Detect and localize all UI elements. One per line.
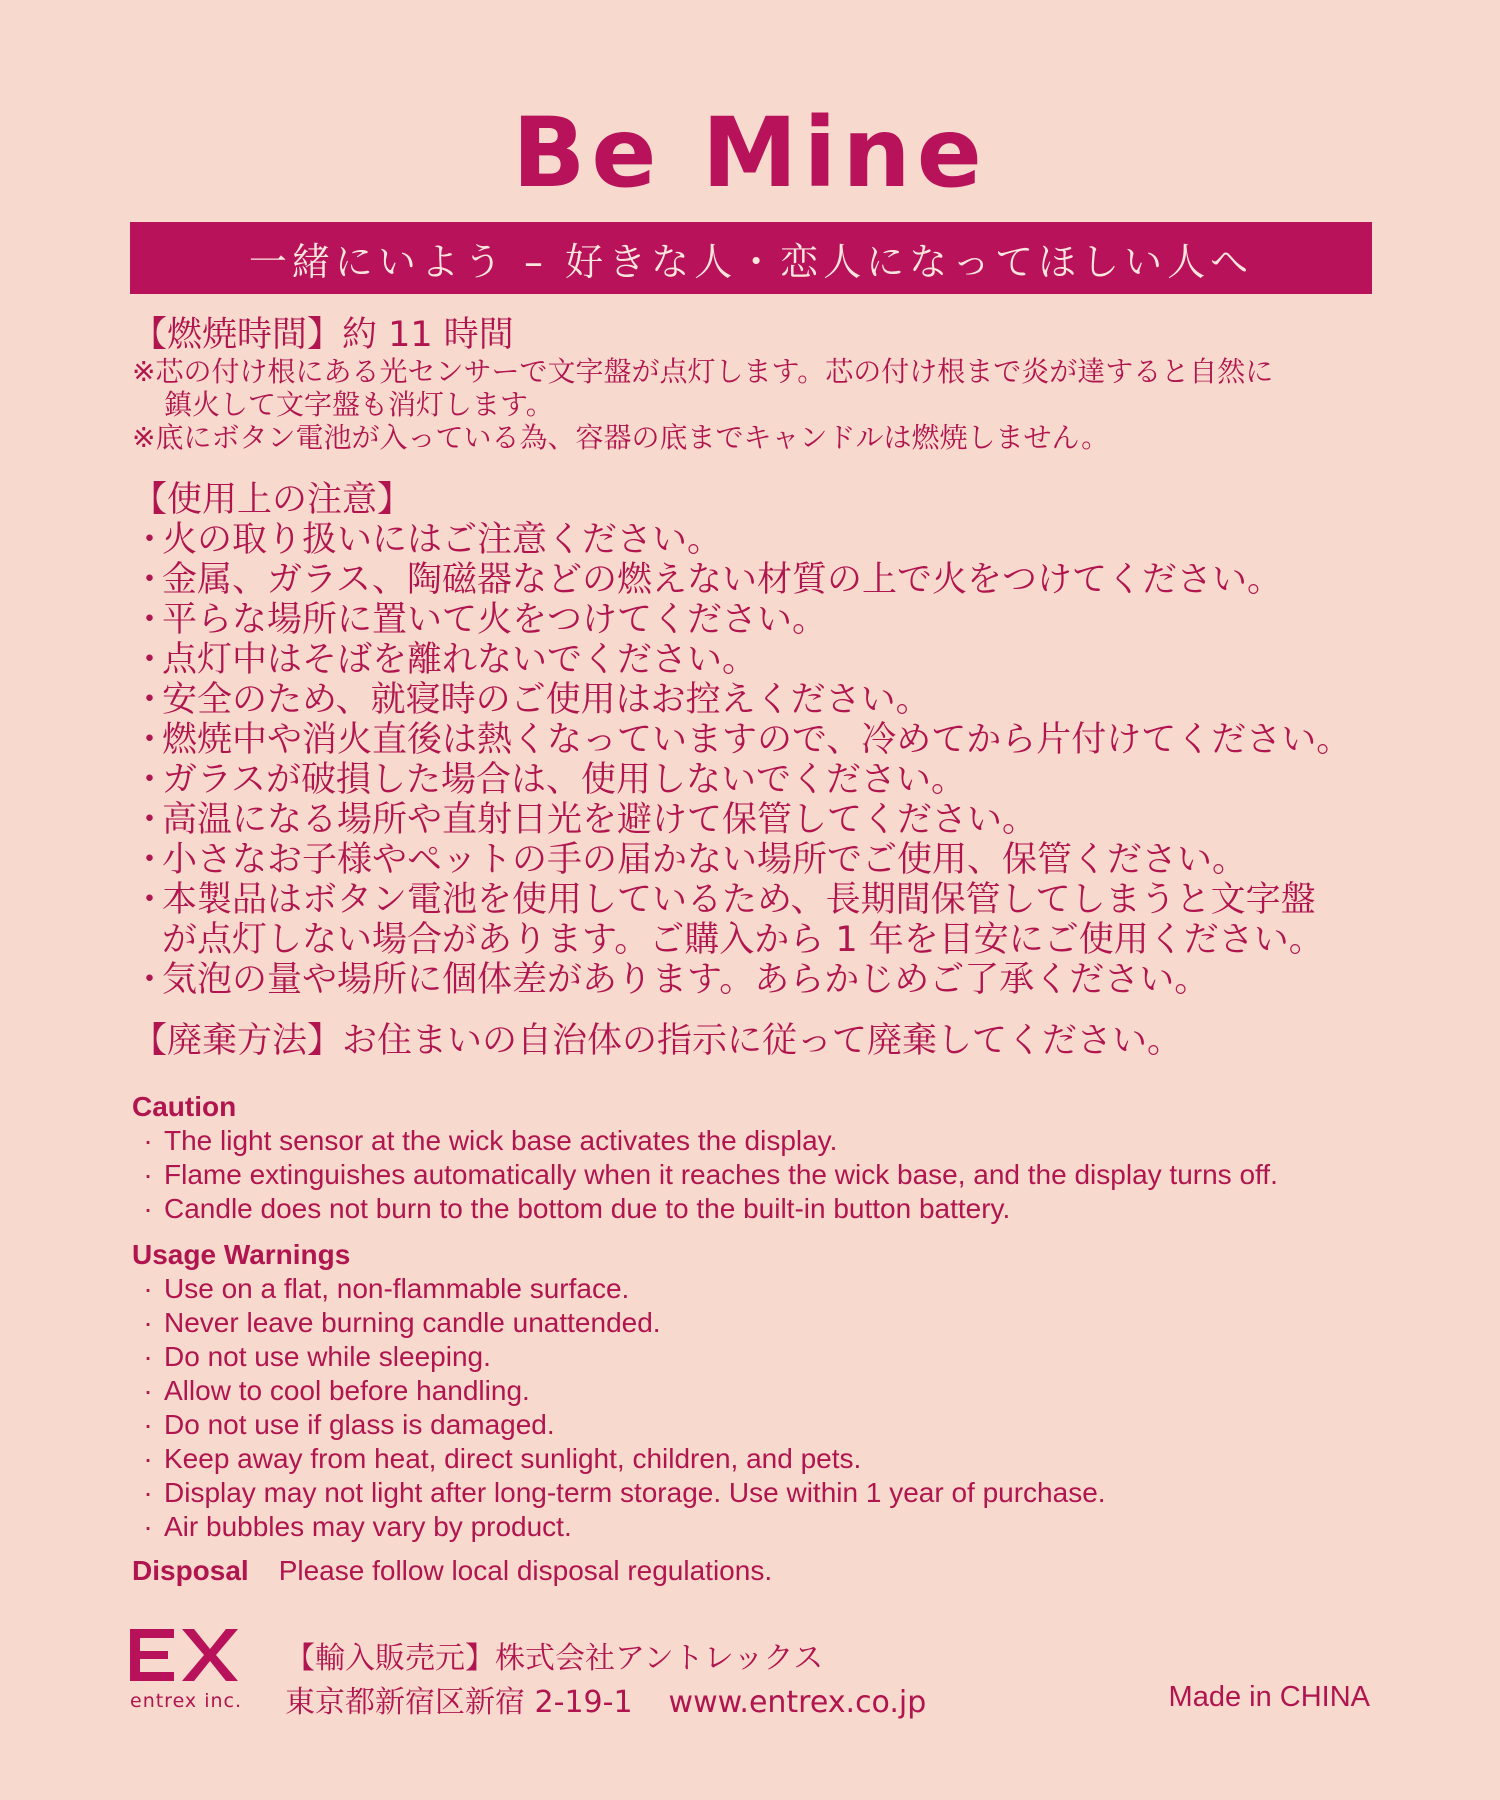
made-in-label: Made in CHINA xyxy=(1168,1681,1370,1713)
list-item: · Do not use while sleeping. xyxy=(143,1341,491,1372)
list-item: · Keep away from heat, direct sunlight, children, and pets. xyxy=(143,1443,862,1474)
subtitle-text: 一緒にいよう – 好きな人・恋人になってほしい人へ xyxy=(248,239,1254,284)
burn-time-section xyxy=(132,315,1412,454)
address-text: 東京都新宿区新宿 2-19-1 xyxy=(285,1685,633,1720)
burn-time-note-2: ※底にボタン電池が入っている為、容器の底までキャンドルは燃焼しません。 xyxy=(132,421,1110,454)
website-url: www.entrex.co.jp xyxy=(668,1685,927,1720)
usage-notes-jp xyxy=(132,480,1412,1000)
burn-time-note-1 xyxy=(132,355,1412,421)
list-item: ・高温になる場所や直射日光を避けて保管してください。 xyxy=(132,800,1038,840)
list-item: · Display may not light after long-term storage. Use within 1 year of purchase. xyxy=(143,1477,1106,1508)
list-item: ・平らな場所に置いて火をつけてください。 xyxy=(132,600,828,640)
list-item: · Air bubbles may vary by product. xyxy=(143,1511,572,1542)
usage-warnings-en-heading: Usage Warnings xyxy=(132,1239,351,1270)
usage-warnings-en-list xyxy=(132,1272,1432,1544)
list-item: · Allow to cool before handling. xyxy=(143,1375,530,1406)
disposal-jp: 【廃棄方法】お住まいの自治体の指示に従って廃棄してください。 xyxy=(132,1021,1183,1061)
burn-time-note-1-line-2: 鎮火して文字盤も消灯します。 xyxy=(164,388,554,421)
caution-en-heading: Caution xyxy=(132,1091,237,1122)
disposal-en-label: Disposal xyxy=(132,1555,249,1586)
disposal-en-text: Please follow local disposal regulations. xyxy=(278,1555,773,1586)
list-item: · Do not use if glass is damaged. xyxy=(143,1409,555,1440)
list-item: · Never leave burning candle unattended. xyxy=(143,1307,661,1338)
list-item: ・燃焼中や消火直後は熱くなっていますので、冷めてから片付けてください。 xyxy=(132,720,1352,760)
usage-notes-jp-heading: 【使用上の注意】 xyxy=(132,480,413,520)
list-item: ・火の取り扱いにはご注意ください。 xyxy=(132,520,723,560)
importer-address xyxy=(285,1677,926,1721)
list-item: ・気泡の量や場所に個体差があります。あらかじめご了承ください。 xyxy=(132,960,1210,1000)
list-item: ・本製品はボタン電池を使用しているため、長期間保管してしまうと文字盤 が点灯しない場合があります。ご購入から 1 年を目安にご使用ください。 xyxy=(132,880,1324,960)
list-item: ・点灯中はそばを離れないでください。 xyxy=(132,640,758,680)
list-item: ・安全のため、就寝時のご使用はお控えください。 xyxy=(132,680,931,720)
list-item: ・ガラスが破損した場合は、使用しないでください。 xyxy=(132,760,966,800)
list-item: · Candle does not burn to the bottom due to the built-in button battery. xyxy=(143,1193,1011,1224)
subtitle-banner xyxy=(130,222,1372,294)
list-item: ・小さなお子様やペットの手の届かない場所でご使用、保管ください。 xyxy=(132,840,1248,880)
list-item: · The light sensor at the wick base activates the display. xyxy=(143,1125,838,1156)
usage-warnings-en-section xyxy=(132,1238,1432,1544)
list-item: · Use on a flat, non-flammable surface. xyxy=(143,1273,630,1304)
importer-company: 【輸入販売元】株式会社アントレックス xyxy=(285,1641,824,1676)
caution-en-list xyxy=(132,1124,1432,1226)
usage-notes-jp-list xyxy=(132,520,1412,1000)
list-item: · Flame extinguishes automatically when it reaches the wick base, and the display turns off. xyxy=(143,1159,1278,1190)
burn-time-heading: 【燃焼時間】約 11 時間 xyxy=(132,315,514,355)
disposal-en xyxy=(132,1555,772,1587)
caution-en-section xyxy=(132,1090,1432,1226)
list-item: ・金属、ガラス、陶磁器などの燃えない材質の上で火をつけてください。 xyxy=(132,560,1283,600)
logo-subtext: entrex inc. xyxy=(130,1690,243,1712)
burn-time-note-1-line-1: ※芯の付け根にある光センサーで文字盤が点灯します。芯の付け根まで炎が達すると自然に xyxy=(132,355,1274,388)
product-title: Be Mine xyxy=(512,97,988,209)
